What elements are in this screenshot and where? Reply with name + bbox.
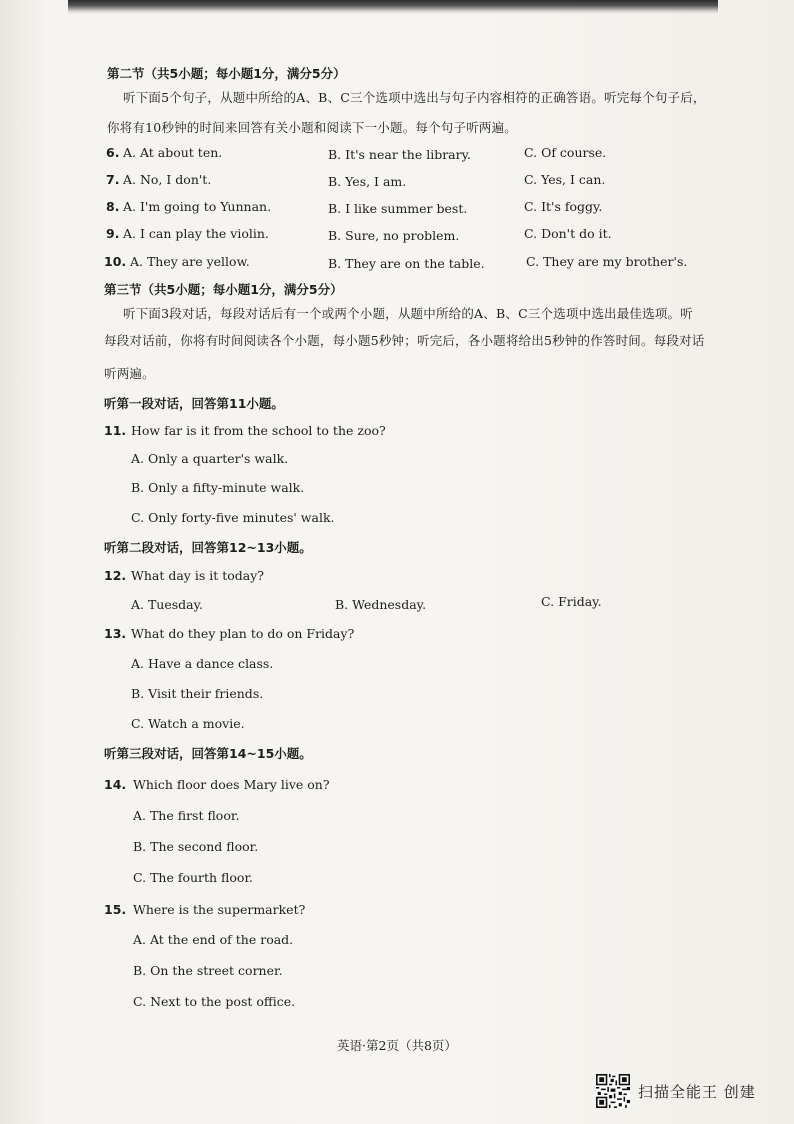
question-14-text: Which floor does Mary live on? xyxy=(133,777,330,792)
question-6-number: 6. xyxy=(106,145,120,160)
question-9-option-a: A. I can play the violin. xyxy=(123,226,269,241)
question-11-option-c: C. Only forty-five minutes' walk. xyxy=(131,510,335,525)
question-10-option-c: C. They are my brother's. xyxy=(526,254,688,269)
question-15-option-b: B. On the street corner. xyxy=(133,963,283,978)
dialogue3-instruction: 听第三段对话，回答第14~15小题。 xyxy=(104,746,312,761)
page-footer: 英语·第2页（共8页） xyxy=(337,1037,457,1053)
question-13-option-a: A. Have a dance class. xyxy=(131,656,274,671)
question-14-option-c: C. The fourth floor. xyxy=(133,870,254,885)
section2-instructions-line2: 你将有10秒钟的时间来回答有关小题和阅读下一小题。每个句子听两遍。 xyxy=(107,120,518,135)
question-7-option-b: B. Yes, I am. xyxy=(328,174,407,189)
question-6-option-b: B. It's near the library. xyxy=(328,147,471,162)
section2-heading: 第二节（共5小题；每小题1分，满分5分） xyxy=(107,66,346,81)
question-11-option-a: A. Only a quarter's walk. xyxy=(131,451,289,466)
question-14-number: 14. xyxy=(104,777,127,792)
section3-instructions-line1: 听下面3段对话，每段对话后有一个或两个小题，从题中所给的A、B、C三个选项中选出最佳选项。听 xyxy=(123,306,693,321)
question-10-option-b: B. They are on the table. xyxy=(328,256,485,271)
question-13-option-c: C. Watch a movie. xyxy=(131,716,245,731)
question-11-text: How far is it from the school to the zoo? xyxy=(131,423,386,438)
section3-heading: 第三节（共5小题；每小题1分，满分5分） xyxy=(104,282,343,297)
question-15-text: Where is the supermarket? xyxy=(133,902,306,917)
scanner-watermark xyxy=(596,1074,756,1108)
scan-edge-shadow xyxy=(68,0,718,14)
question-12-option-c: C. Friday. xyxy=(541,594,602,609)
question-7-option-c: C. Yes, I can. xyxy=(524,172,606,187)
question-13-text: What do they plan to do on Friday? xyxy=(131,626,355,641)
question-14-option-b: B. The second floor. xyxy=(133,839,259,854)
section3-instructions-line3: 听两遍。 xyxy=(104,366,155,381)
question-11-option-b: B. Only a fifty-minute walk. xyxy=(131,480,305,495)
question-15-number: 15. xyxy=(104,902,127,917)
question-15-option-c: C. Next to the post office. xyxy=(133,994,296,1009)
question-12-option-a: A. Tuesday. xyxy=(131,597,204,612)
question-11-number: 11. xyxy=(104,423,127,438)
section2-instructions-line1: 听下面5个句子，从题中所给的A、B、C三个选项中选出与句子内容相符的正确答语。听完每个句子后， xyxy=(123,90,706,105)
question-15-option-a: A. At the end of the road. xyxy=(133,932,294,947)
question-12-option-b: B. Wednesday. xyxy=(335,597,427,612)
question-7-number: 7. xyxy=(106,172,120,187)
question-13-number: 13. xyxy=(104,626,127,641)
question-6-option-c: C. Of course. xyxy=(524,145,607,160)
question-14-option-a: A. The first floor. xyxy=(133,808,240,823)
section3-instructions-line2: 每段对话前，你将有时间阅读各个小题，每小题5秒钟；听完后，各小题将给出5秒钟的作答时间。每段对话 xyxy=(104,333,705,348)
question-8-number: 8. xyxy=(106,199,120,214)
question-6-option-a: A. At about ten. xyxy=(123,145,223,160)
question-7-option-a: A. No, I don't. xyxy=(123,172,212,187)
question-9-option-b: B. Sure, no problem. xyxy=(328,228,460,243)
question-9-number: 9. xyxy=(106,226,120,241)
question-8-option-c: C. It's foggy. xyxy=(524,199,603,214)
question-12-number: 12. xyxy=(104,568,127,583)
question-8-option-b: B. I like summer best. xyxy=(328,201,468,216)
question-10-option-a: A. They are yellow. xyxy=(130,254,250,269)
dialogue1-instruction: 听第一段对话，回答第11小题。 xyxy=(104,396,284,411)
question-9-option-c: C. Don't do it. xyxy=(524,226,612,241)
dialogue2-instruction: 听第二段对话，回答第12~13小题。 xyxy=(104,540,312,555)
question-8-option-a: A. I'm going to Yunnan. xyxy=(123,199,272,214)
question-12-text: What day is it today? xyxy=(131,568,264,583)
watermark-text: 扫描全能王 创建 xyxy=(638,1082,756,1101)
question-10-number: 10. xyxy=(104,254,127,269)
question-13-option-b: B. Visit their friends. xyxy=(131,686,264,701)
qr-code-icon xyxy=(596,1074,630,1108)
